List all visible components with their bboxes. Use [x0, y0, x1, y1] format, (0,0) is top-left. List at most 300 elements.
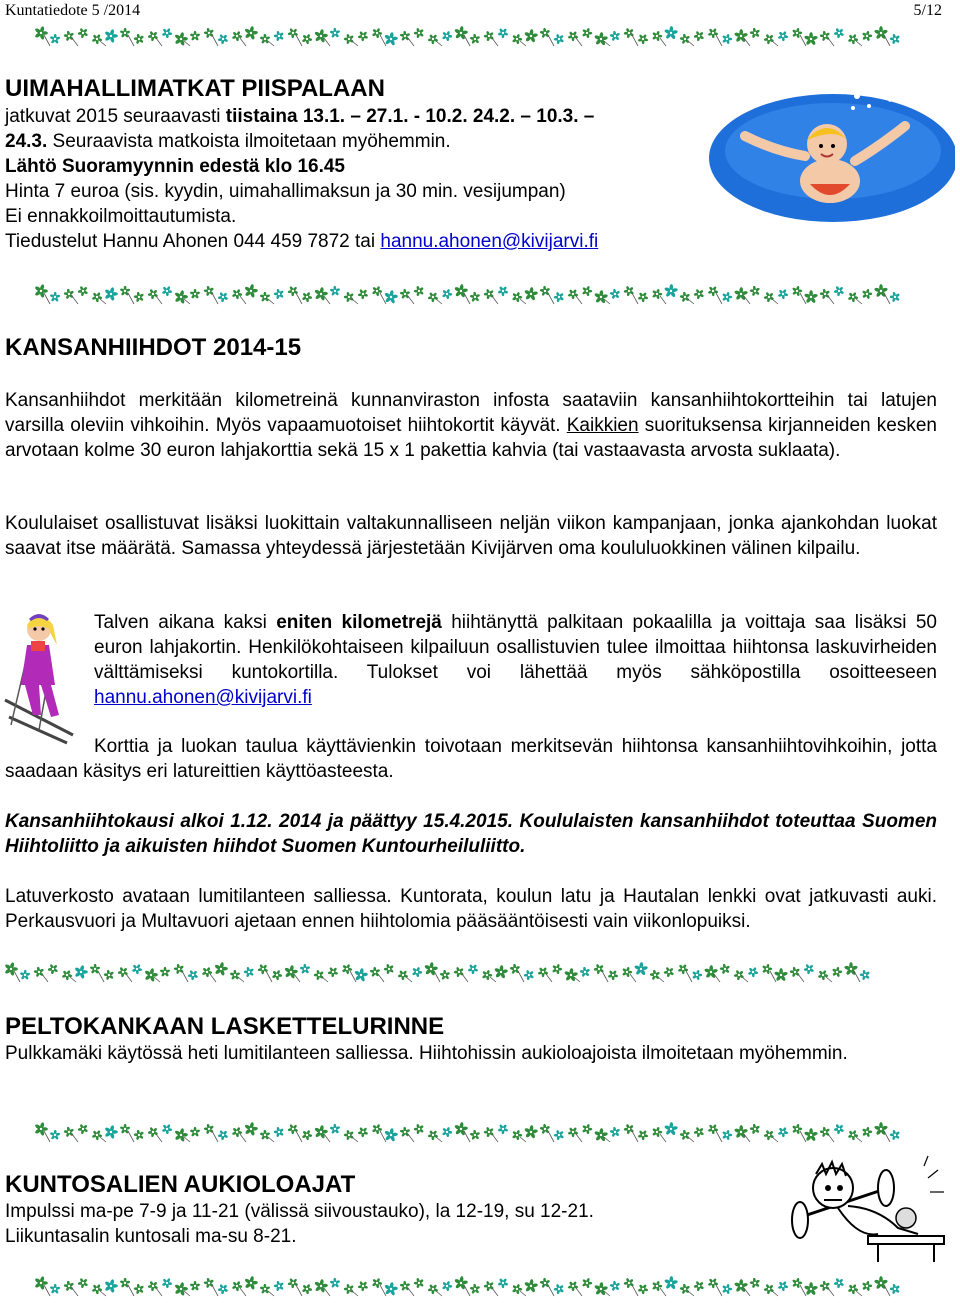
divider-ornament [104, 1125, 118, 1139]
skiing-paragraph-2: Koululaiset osallistuvat lisäksi luokittain valtakunnalliseen neljän viikon kampanjaan, jonka ajankohdan luokat saavat itse määrätä. Samassa yhteydessä järjestetään Kivijärven oma koululuokkinen välinen kilpailu. [5, 513, 937, 559]
divider-ornament [428, 292, 442, 304]
divider-ornament [524, 287, 538, 301]
divider-ornament [792, 28, 806, 46]
divider-ornament [484, 1127, 498, 1142]
divider-ornament [750, 286, 760, 297]
divider-ornament [162, 1124, 173, 1134]
divider-ornament [372, 1278, 386, 1296]
divider-ornament [510, 964, 524, 982]
divider-ornament [834, 1278, 845, 1289]
divider-ornament [832, 967, 842, 978]
divider-ornament [820, 289, 834, 304]
divider-ornament [398, 970, 412, 982]
divider-ornament [762, 964, 776, 982]
divider-ornament [512, 1284, 526, 1296]
divider-ornament [874, 26, 890, 46]
divider-ornament [64, 31, 78, 46]
divider-ornament [834, 1124, 845, 1135]
divider-ornament [610, 1281, 621, 1292]
divider-ornament [274, 1281, 284, 1292]
divider-ornament [468, 964, 479, 974]
divider-ornament [302, 34, 313, 45]
divider-ornament [330, 1124, 341, 1134]
divider-ornament [638, 1130, 649, 1140]
divider-ornament [484, 289, 498, 304]
divider-ornament [568, 31, 582, 46]
divider-ornament [610, 31, 621, 42]
divider-ornament [272, 970, 283, 981]
divider-ornament [35, 1276, 50, 1296]
divider-ornament [454, 967, 468, 982]
divider-ornament [314, 1279, 330, 1296]
divider-ornament [554, 34, 564, 45]
divider-ornament [540, 286, 554, 304]
divider-ornament [90, 964, 104, 982]
swimming-text: jatkuvat 2015 seuraavasti tiistaina 13.1. – 27.1. - 10.2. 24.2. – 10.3. – 24.3. Seuraavista matkoista ilmoitetaan myöhemmin. Lähtö Suoramyynnin edestä klo 16.45 Hinta 7 euroa (sis. kyydin, uimahallimaksun ja 30 min. vesijumpan) Ei ennakkoilmoittautumista. Tiedustelut Hannu Ahonen 044 459 7872 tai hannu.ahonen@kivijarvi.fi [5, 106, 599, 252]
slope-text: Pulkkamäki käytössä heti lumitilanteen salliessa. Hiihtohissin aukioloajoista ilmoitetaan myöhemmin. [5, 1043, 848, 1064]
divider-ornament [35, 1122, 50, 1142]
divider-ornament [384, 1282, 398, 1296]
divider-ornament [652, 31, 666, 46]
divider-ornament [582, 1278, 592, 1289]
divider-ornament [260, 292, 274, 304]
divider-ornament [148, 1281, 162, 1296]
divider-ornament [454, 284, 470, 304]
email-link-2[interactable]: hannu.ahonen@kivijarvi.fi [94, 687, 312, 708]
divider-ornament [792, 1124, 806, 1142]
divider-ornament [148, 31, 162, 46]
divider-ornament [400, 289, 414, 304]
divider-ornament [20, 970, 31, 980]
divider-ornament [230, 970, 244, 982]
divider-ornament [288, 286, 302, 304]
divider-ornament [694, 1127, 704, 1138]
divider-ornament [162, 1278, 173, 1288]
divider-ornament [428, 1130, 442, 1142]
divider-ornament [564, 968, 580, 982]
divider-ornament [848, 34, 862, 46]
weightlifter-illustration [778, 1148, 950, 1266]
divider-ornament [704, 965, 720, 982]
divider-ornament [694, 289, 704, 300]
divider-ornament [722, 292, 732, 303]
divider-ornament [244, 284, 258, 298]
divider-ornament [442, 1127, 452, 1138]
divider-ornament [118, 967, 132, 982]
divider-ornament [120, 286, 134, 304]
divider-ornament [568, 1127, 582, 1142]
divider-ornament [664, 967, 674, 978]
decorative-divider [5, 960, 875, 986]
divider-ornament [372, 1124, 386, 1142]
divider-ornament [78, 28, 89, 39]
divider-ornament [538, 967, 552, 982]
email-link[interactable]: hannu.ahonen@kivijarvi.fi [380, 231, 599, 252]
divider-ornament [300, 964, 311, 974]
divider-ornament [694, 31, 704, 42]
divider-ornament [358, 31, 369, 41]
divider-ornament [314, 29, 330, 46]
divider-ornament [540, 28, 554, 46]
divider-ornament [708, 1278, 722, 1296]
divider-ornament [498, 1124, 509, 1134]
divider-ornament [512, 292, 526, 304]
divider-ornament [498, 1278, 509, 1288]
divider-ornament [328, 967, 339, 977]
divider-ornament [358, 1281, 369, 1291]
section-title-swimming: UIMAHALLIMATKAT PIISPALAAN [5, 75, 385, 102]
divider-ornament [454, 1122, 470, 1142]
divider-ornament [734, 970, 748, 982]
divider-ornament [50, 1130, 61, 1140]
divider-ornament [190, 31, 201, 41]
skiing-paragraph-6: Latuverkosto avataan lumitilanteen salliessa. Kuntorata, koulun latu ja Hautalan lenkki ovat jatkuvasti auki. Perkausvuori ja Multavuori ajetaan ennen hiihtolomia pääsääntöisesti vain viikonlopuiksi. [5, 886, 937, 932]
skiing-paragraph-3: Talven aikana kaksi eniten kilometrejä hiihtänyttä palkitaan pokaalilla ja voittaja saa lisäksi 50 euron lahjakortin. Henkilökohtaiseen kilpailuun osallistuvien tulee ilmoittaa hiihtonsa laskuvirheiden välttämiseksi kuntokortilla. Tulokset voi lähettää myös sähköpostilla osoitteeseen hannu.ahonen@kivijarvi.fi [94, 612, 937, 708]
divider-ornament [540, 1278, 554, 1296]
divider-ornament [734, 287, 750, 304]
divider-ornament [594, 32, 610, 46]
divider-ornament [302, 292, 313, 303]
divider-ornament [120, 28, 134, 46]
divider-ornament [554, 292, 564, 303]
divider-ornament [722, 1284, 732, 1295]
divider-ornament [484, 31, 498, 46]
divider-ornament [48, 964, 59, 975]
divider-ornament [330, 286, 341, 296]
divider-ornament [442, 289, 452, 300]
divider-ornament [148, 1127, 162, 1142]
divider-ornament [750, 1278, 760, 1289]
divider-ornament [232, 1281, 246, 1296]
divider-ornament [540, 1124, 554, 1142]
divider-ornament [708, 1124, 722, 1142]
section-title-slope: PELTOKANKAAN LASKETTELURINNE [5, 1013, 445, 1040]
divider-ornament [862, 31, 872, 42]
divider-ornament [232, 1127, 246, 1142]
section-title-gym: KUNTOSALIEN AUKIOLOAJAT [5, 1171, 356, 1198]
divider-ornament [344, 1284, 358, 1296]
divider-ornament [804, 32, 818, 46]
divider-ornament [92, 1284, 106, 1296]
skiing-paragraph-4: Korttia ja luokan taulua käyttävienkin toivotaan merkitsevän hiihtonsa kansanhiihtovihkoihin, jotta saadaan käsitys eri latureittien käyttöasteesta. [5, 736, 937, 782]
divider-ornament [778, 31, 789, 41]
divider-ornament [890, 292, 900, 303]
divider-ornament [664, 284, 678, 298]
decorative-divider [35, 1120, 905, 1146]
divider-ornament [162, 286, 173, 296]
divider-ornament [470, 1130, 481, 1140]
divider-ornament [104, 970, 114, 981]
divider-ornament [652, 1281, 666, 1296]
divider-ornament [288, 1124, 302, 1142]
divider-ornament [424, 962, 440, 982]
divider-ornament [792, 1278, 806, 1296]
divider-ornament [890, 34, 900, 45]
divider-ornament [608, 970, 619, 980]
gym-text: Impulssi ma-pe 7-9 ja 11-21 (välissä siivoustauko), la 12-19, su 12-21. Liikuntasalin kuntosali ma-su 8-21. [5, 1201, 594, 1247]
divider-ornament [202, 967, 216, 982]
divider-ornament [524, 970, 534, 981]
divider-ornament [50, 34, 61, 44]
divider-ornament [400, 1127, 414, 1142]
divider-ornament [874, 1122, 890, 1142]
skiing-paragraph-1: Kansanhiihdot merkitään kilometreinä kunnanviraston infosta saataviin kansanhiihtokortteihin tai latujen varsilla oleviin vihkoihin. Myös vapaamuotoiset hiihtokortit käyvät. Kaikkien suorituksensa kirjanneiden kesken arvotaan kolme 30 euron lahjakorttia sekä 15 x 1 pakettia kahvia (tai vastaavasta arvosta suklaata). [5, 390, 937, 461]
divider-ornament [78, 1124, 89, 1135]
divider-ornament [554, 1284, 564, 1295]
divider-ornament [232, 289, 246, 304]
divider-ornament [104, 1279, 118, 1293]
divider-ornament [774, 968, 788, 982]
divider-ornament [50, 292, 61, 302]
divider-ornament [414, 1124, 424, 1135]
divider-ornament [524, 29, 538, 43]
divider-ornament [148, 289, 162, 304]
divider-ornament [354, 968, 368, 982]
divider-ornament [582, 1124, 592, 1135]
divider-ornament [244, 967, 254, 978]
divider-ornament [190, 289, 201, 299]
divider-ornament [274, 31, 284, 42]
skiing-season-note: Kansanhiihtokausi alkoi 1.12. 2014 ja päättyy 15.4.2015. Koululaisten kansanhiihdot toteuttaa Suomen Hiihtoliitto ja aikuisten hiihdot Suomen Kuntourheiluliitto. [5, 811, 937, 857]
divider-ornament [358, 289, 369, 299]
divider-ornament [244, 26, 258, 40]
divider-ornament [792, 286, 806, 304]
divider-ornament [302, 1284, 313, 1295]
divider-ornament [314, 287, 330, 304]
divider-ornament [862, 1281, 872, 1292]
divider-ornament [512, 1130, 526, 1142]
divider-ornament [244, 1122, 258, 1136]
divider-ornament [582, 28, 592, 39]
section-title-skiing: KANSANHIIHDOT 2014-15 [5, 334, 302, 361]
divider-ornament [372, 28, 386, 46]
divider-ornament [720, 964, 730, 975]
divider-ornament [244, 1276, 258, 1290]
swimmer-illustration [705, 66, 955, 231]
divider-ornament [190, 1281, 201, 1291]
divider-ornament [442, 1281, 452, 1292]
divider-ornament [344, 1130, 358, 1142]
divider-ornament [890, 1130, 900, 1141]
divider-ornament [498, 286, 509, 296]
decorative-divider [35, 282, 905, 308]
divider-ornament [62, 970, 76, 982]
divider-ornament [400, 1281, 414, 1296]
divider-ornament [384, 32, 398, 46]
divider-ornament [470, 1284, 481, 1294]
divider-ornament [342, 964, 356, 982]
divider-ornament [890, 1284, 900, 1295]
divider-ornament [78, 286, 89, 297]
divider-ornament [414, 1278, 424, 1289]
divider-ornament [442, 31, 452, 42]
divider-ornament [5, 962, 20, 982]
divider-ornament [568, 289, 582, 304]
divider-ornament [414, 286, 424, 297]
divider-ornament [454, 1276, 470, 1296]
divider-ornament [174, 1282, 190, 1296]
divider-ornament [132, 964, 143, 974]
divider-ornament [484, 1281, 498, 1296]
divider-ornament [134, 1130, 144, 1141]
divider-ornament [778, 1281, 789, 1291]
divider-ornament [638, 1284, 649, 1294]
divider-ornament [214, 962, 228, 976]
divider-ornament [638, 34, 649, 44]
divider-ornament [610, 1127, 621, 1138]
divider-ornament [664, 26, 678, 40]
divider-ornament [174, 32, 190, 46]
divider-ornament [302, 1130, 313, 1141]
divider-ornament [260, 34, 274, 46]
divider-ornament [218, 34, 229, 44]
divider-ornament [694, 1281, 704, 1292]
divider-ornament [778, 1127, 789, 1137]
divider-ornament [400, 31, 414, 46]
divider-ornament [50, 1284, 61, 1294]
divider-ornament [692, 970, 702, 981]
divider-ornament [708, 286, 722, 304]
divider-ornament [874, 284, 890, 304]
divider-ornament [848, 292, 862, 304]
divider-ornament [384, 290, 398, 304]
divider-ornament [204, 1278, 218, 1296]
divider-ornament [804, 1282, 818, 1296]
divider-ornament [680, 34, 694, 46]
decorative-divider [35, 1274, 905, 1300]
divider-ornament [804, 964, 815, 975]
divider-ornament [734, 29, 750, 46]
divider-ornament [160, 967, 171, 977]
divider-ornament [204, 1124, 218, 1142]
divider-ornament [92, 1130, 106, 1142]
divider-ornament [274, 1127, 284, 1138]
divider-ornament [624, 1278, 638, 1296]
divider-ornament [874, 1276, 890, 1296]
divider-ornament [708, 28, 722, 46]
divider-ornament [428, 34, 442, 46]
divider-ornament [414, 28, 424, 39]
page-header-left: Kuntatiedote 5 /2014 [5, 2, 141, 19]
divider-ornament [470, 292, 481, 302]
divider-ornament [64, 289, 78, 304]
divider-ornament [634, 962, 648, 976]
divider-ornament [470, 34, 481, 44]
divider-ornament [284, 965, 300, 982]
divider-ornament [134, 34, 144, 45]
divider-ornament [624, 28, 638, 46]
divider-ornament [834, 286, 845, 297]
divider-ornament [344, 34, 358, 46]
divider-ornament [92, 34, 106, 46]
divider-ornament [428, 1284, 442, 1296]
divider-ornament [678, 964, 692, 982]
divider-ornament [274, 289, 284, 300]
divider-ornament [134, 1284, 144, 1295]
divider-ornament [804, 290, 818, 304]
divider-ornament [144, 968, 160, 982]
divider-ornament [764, 1130, 778, 1142]
divider-ornament [384, 1128, 398, 1142]
divider-ornament [844, 962, 860, 982]
divider-ornament [440, 970, 451, 980]
divider-ornament [232, 31, 246, 46]
divider-ornament [734, 1279, 750, 1296]
divider-ornament [624, 1124, 638, 1142]
divider-ornament [512, 34, 526, 46]
divider-ornament [35, 26, 50, 46]
divider-ornament [804, 1128, 818, 1142]
divider-ornament [594, 1282, 610, 1296]
divider-ornament [524, 1125, 538, 1139]
divider-ornament [344, 292, 358, 304]
divider-ornament [174, 1128, 190, 1142]
divider-ornament [454, 26, 470, 46]
divider-ornament [860, 970, 870, 981]
divider-ornament [134, 292, 144, 303]
divider-ornament [594, 1128, 610, 1142]
divider-ornament [652, 289, 666, 304]
divider-ornament [652, 1127, 666, 1142]
divider-ornament [120, 1124, 134, 1142]
divider-ornament [370, 967, 384, 982]
divider-ornament [848, 1284, 862, 1296]
divider-ornament [680, 1284, 694, 1296]
divider-ornament [554, 1130, 564, 1141]
divider-ornament [35, 284, 50, 304]
divider-ornament [314, 970, 328, 982]
divider-ornament [750, 28, 760, 39]
divider-ornament [260, 1284, 274, 1296]
divider-ornament [834, 28, 845, 39]
divider-ornament [750, 1124, 760, 1135]
divider-ornament [820, 1281, 834, 1296]
divider-ornament [260, 1130, 274, 1142]
divider-ornament [372, 286, 386, 304]
divider-ornament [664, 1276, 678, 1290]
divider-ornament [218, 1130, 229, 1140]
divider-ornament [64, 1127, 78, 1142]
divider-ornament [330, 28, 341, 38]
divider-ornament [104, 29, 118, 43]
divider-ornament [594, 964, 608, 982]
divider-ornament [818, 970, 832, 982]
divider-ornament [820, 31, 834, 46]
divider-ornament [120, 1278, 134, 1296]
divider-ornament [64, 1281, 78, 1296]
divider-ornament [258, 964, 272, 982]
divider-ornament [624, 286, 638, 304]
divider-ornament [288, 28, 302, 46]
divider-ornament [314, 1125, 330, 1142]
divider-ornament [748, 967, 759, 977]
decorative-divider [35, 24, 905, 50]
divider-ornament [664, 1122, 678, 1136]
divider-ornament [680, 1130, 694, 1142]
divider-ornament [552, 964, 562, 975]
divider-ornament [790, 967, 804, 982]
divider-ornament [218, 292, 229, 302]
divider-ornament [34, 967, 48, 982]
divider-ornament [580, 967, 591, 978]
divider-ornament [764, 34, 778, 46]
divider-ornament [568, 1281, 582, 1296]
divider-ornament [74, 965, 88, 979]
divider-ornament [862, 1127, 872, 1138]
divider-ornament [610, 289, 621, 300]
divider-ornament [638, 292, 649, 302]
divider-ornament [412, 967, 422, 978]
